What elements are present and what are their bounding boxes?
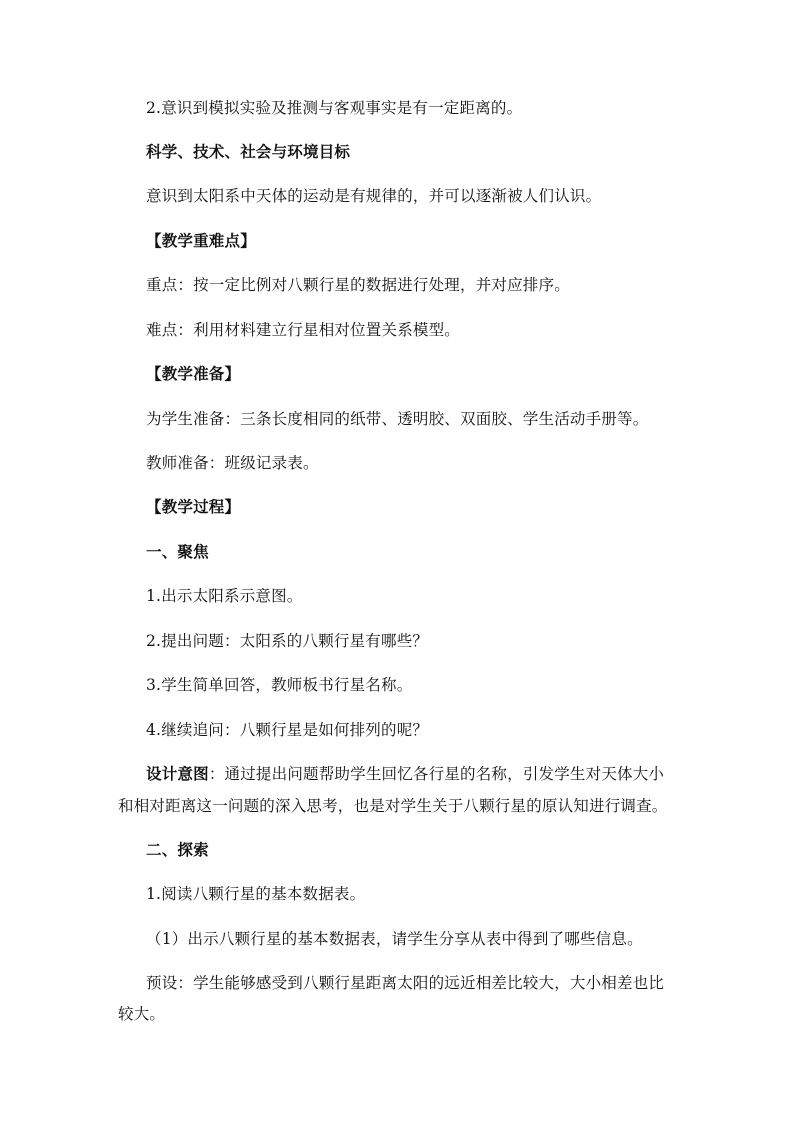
- paragraph-explore-1-1: （1）出示八颗行星的基本数据表，请学生分享从表中得到了哪些信息。: [146, 930, 643, 948]
- heading-preparation: 【教学准备】: [146, 364, 241, 383]
- paragraph-preset: 预设：学生能够感受到八颗行星距离太阳的远近相差比较大，大小相差也比: [146, 974, 665, 992]
- design-intent-label: 设计意图: [146, 764, 209, 783]
- heading-explore: 二、探索: [146, 840, 209, 859]
- paragraph-explore-1: 1.阅读八颗行星的基本数据表。: [146, 885, 366, 903]
- paragraph-focus-3: 3.学生简单回答，教师板书行星名称。: [146, 676, 413, 694]
- paragraph-key-point: 重点：按一定比例对八颗行星的数据进行处理，并对应排序。: [146, 276, 570, 294]
- paragraph-sts-goal: 意识到太阳系中天体的运动是有规律的，并可以逐渐被人们认识。: [146, 187, 602, 205]
- paragraph-goal-2: 2.意识到模拟实验及推测与客观事实是有一定距离的。: [146, 99, 523, 117]
- paragraph-design-intent: [146, 764, 664, 784]
- heading-key-points: 【教学重难点】: [146, 231, 256, 250]
- paragraph-difficult-point: 难点：利用材料建立行星相对位置关系模型。: [146, 321, 461, 339]
- paragraph-teacher-preparation: 教师准备：班级记录表。: [146, 454, 319, 472]
- design-intent-text-part-1: ：通过提出问题帮助学生回忆各行星的名称，引发学生对天体大小: [208, 765, 665, 783]
- paragraph-focus-2: 2.提出问题：太阳系的八颗行星有哪些？: [146, 632, 429, 650]
- paragraph-focus-4: 4.继续追问：八颗行星是如何排列的呢？: [146, 721, 429, 739]
- heading-sts-goals: 科学、技术、社会与环境目标: [146, 142, 351, 161]
- paragraph-student-preparation: 为学生准备：三条长度相同的纸带、透明胶、双面胶、学生活动手册等。: [146, 410, 649, 428]
- paragraph-preset-continued: 较大。: [118, 1005, 166, 1023]
- paragraph-focus-1: 1.出示太阳系示意图。: [146, 587, 303, 605]
- paragraph-design-intent-continued: 和相对距离这一问题的深入思考，也是对学生关于八颗行星的原认知进行调查。: [118, 797, 668, 815]
- heading-teaching-process: 【教学过程】: [146, 497, 241, 516]
- heading-focus: 一、聚焦: [146, 542, 209, 561]
